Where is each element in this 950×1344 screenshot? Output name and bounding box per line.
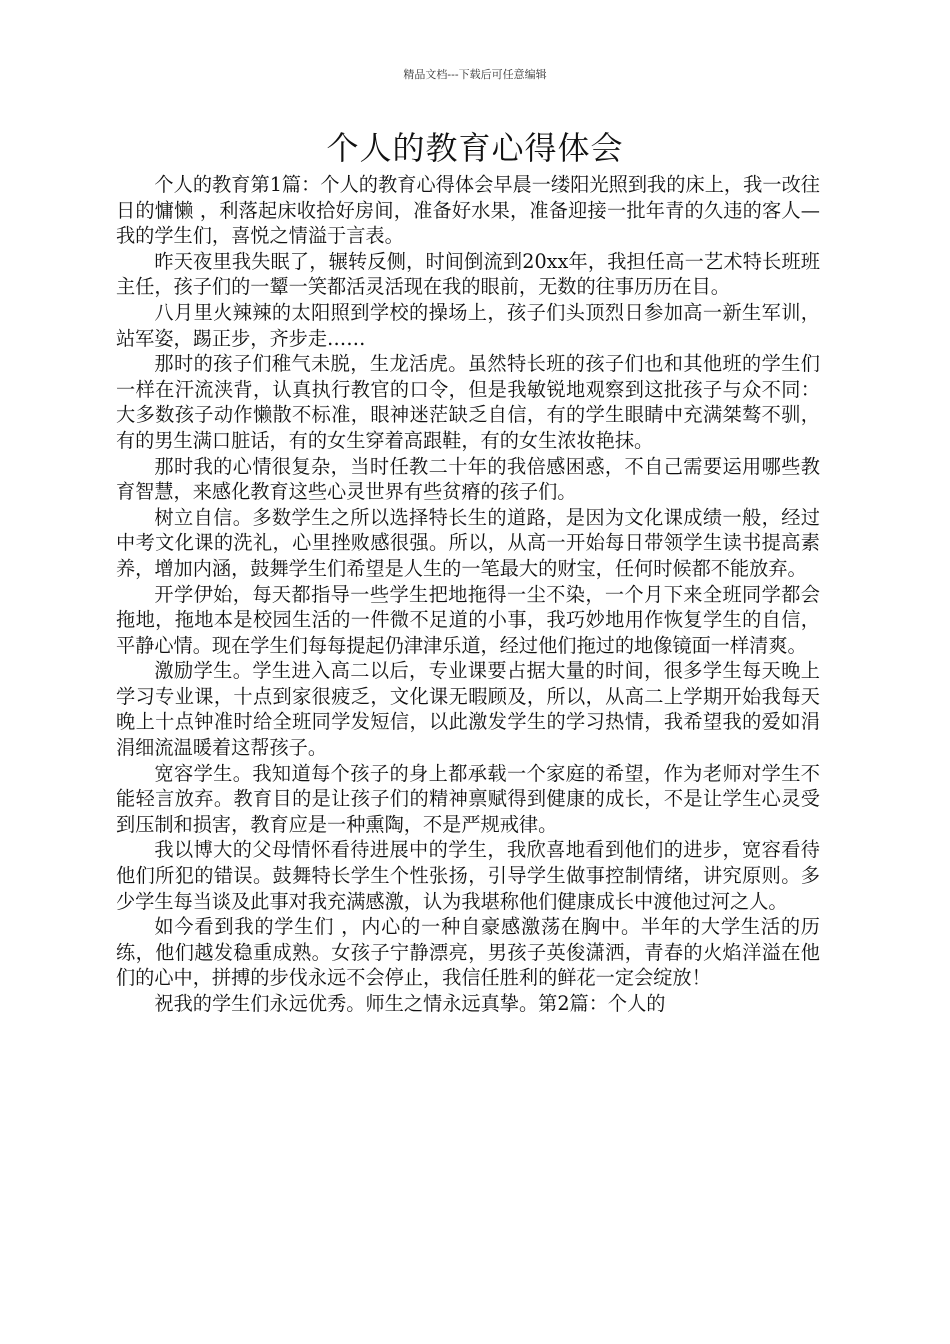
paragraph: 个人的教育第1篇：个人的教育心得体会早晨一缕阳光照到我的床上，我一改往日的慵懒 ，利落起床收拾好房间，准备好水果，准备迎接一批年青的久违的客人—我的学生们，喜悦之情溢于言表。 [116,173,820,248]
document-title: 个人的教育心得体会 [326,129,624,167]
document-body [116,172,820,1017]
paragraph: 八月里火辣辣的太阳照到学校的操场上，孩子们头顶烈日参加高一新生军训，站军姿，踢正步，齐步走…… [116,300,820,350]
page-header-note: 精品文档---下载后可任意编辑 [403,68,547,81]
paragraph: 如今看到我的学生们 ，内心的一种自豪感激荡在胸中。半年的大学生活的历练，他们越发稳重成熟。女孩子宁静漂亮，男孩子英俊潇洒，青春的火焰洋溢在他们的心中，拼搏的步伐永远不会停止，我信任胜利的鲜花一定会绽放！ [116,915,820,990]
paragraph: 昨天夜里我失眠了，辗转反侧，时间倒流到20xx年，我担任高一艺术特长班班主任，孩子们的一颦一笑都活灵活现在我的眼前，无数的往事历历在目。 [116,249,820,299]
paragraph: 我以博大的父母情怀看待进展中的学生，我欣喜地看到他们的进步，宽容看待他们所犯的错误。鼓舞特长学生个性张扬，引导学生做事控制情绪，讲究原则。多少学生每当谈及此事对我充满感激，认为我堪称他们健康成长中渡他过河之人。 [116,838,820,913]
paragraph: 树立自信。多数学生之所以选择特长生的道路，是因为文化课成绩一般，经过中考文化课的洗礼，心里挫败感很强。所以，从高一开始每日带领学生读书提高素养，增加内涵，鼓舞学生们希望是人生的一笔最大的财宝，任何时候都不能放弃。 [116,505,820,580]
paragraph: 祝我的学生们永远优秀。师生之情永远真挚。第2篇：个人的 [154,992,666,1015]
paragraph: 开学伊始，每天都指导一些学生把地拖得一尘不染，一个月下来全班同学都会拖地，拖地本是校园生活的一件微不足道的小事，我巧妙地用作恢复学生的自信，平静心情。现在学生们每每提起仍津津乐道，经过他们拖过的地像镜面一样清爽。 [116,582,820,657]
paragraph: 激励学生。学生进入高二以后，专业课要占据大量的时间，很多学生每天晚上学习专业课，十点到家很疲乏，文化课无暇顾及，所以，从高二上学期开始我每天晚上十点钟准时给全班同学发短信，以此激发学生的学习热情，我希望我的爱如涓涓细流温暖着这帮孩子。 [116,659,820,760]
paragraph: 那时我的心情很复杂，当时任教二十年的我倍感困惑，不自己需要运用哪些教育智慧，来感化教育这些心灵世界有些贫瘠的孩子们。 [116,454,820,504]
paragraph: 宽容学生。我知道每个孩子的身上都承载一个家庭的希望，作为老师对学生不能轻言放弃。教育目的是让孩子们的精神禀赋得到健康的成长，不是让学生心灵受到压制和损害，教育应是一种熏陶，不是严规戒律。 [116,761,820,836]
paragraph: 那时的孩子们稚气未脱，生龙活虎。虽然特长班的孩子们也和其他班的学生们一样在汗流浃背，认真执行教官的口令，但是我敏锐地观察到这批孩子与众不同：大多数孩子动作懒散不标准，眼神迷茫缺乏自信，有的学生眼睛中充满桀骜不驯，有的男生满口脏话，有的女生穿着高跟鞋，有的女生浓妆艳抹。 [116,352,820,452]
